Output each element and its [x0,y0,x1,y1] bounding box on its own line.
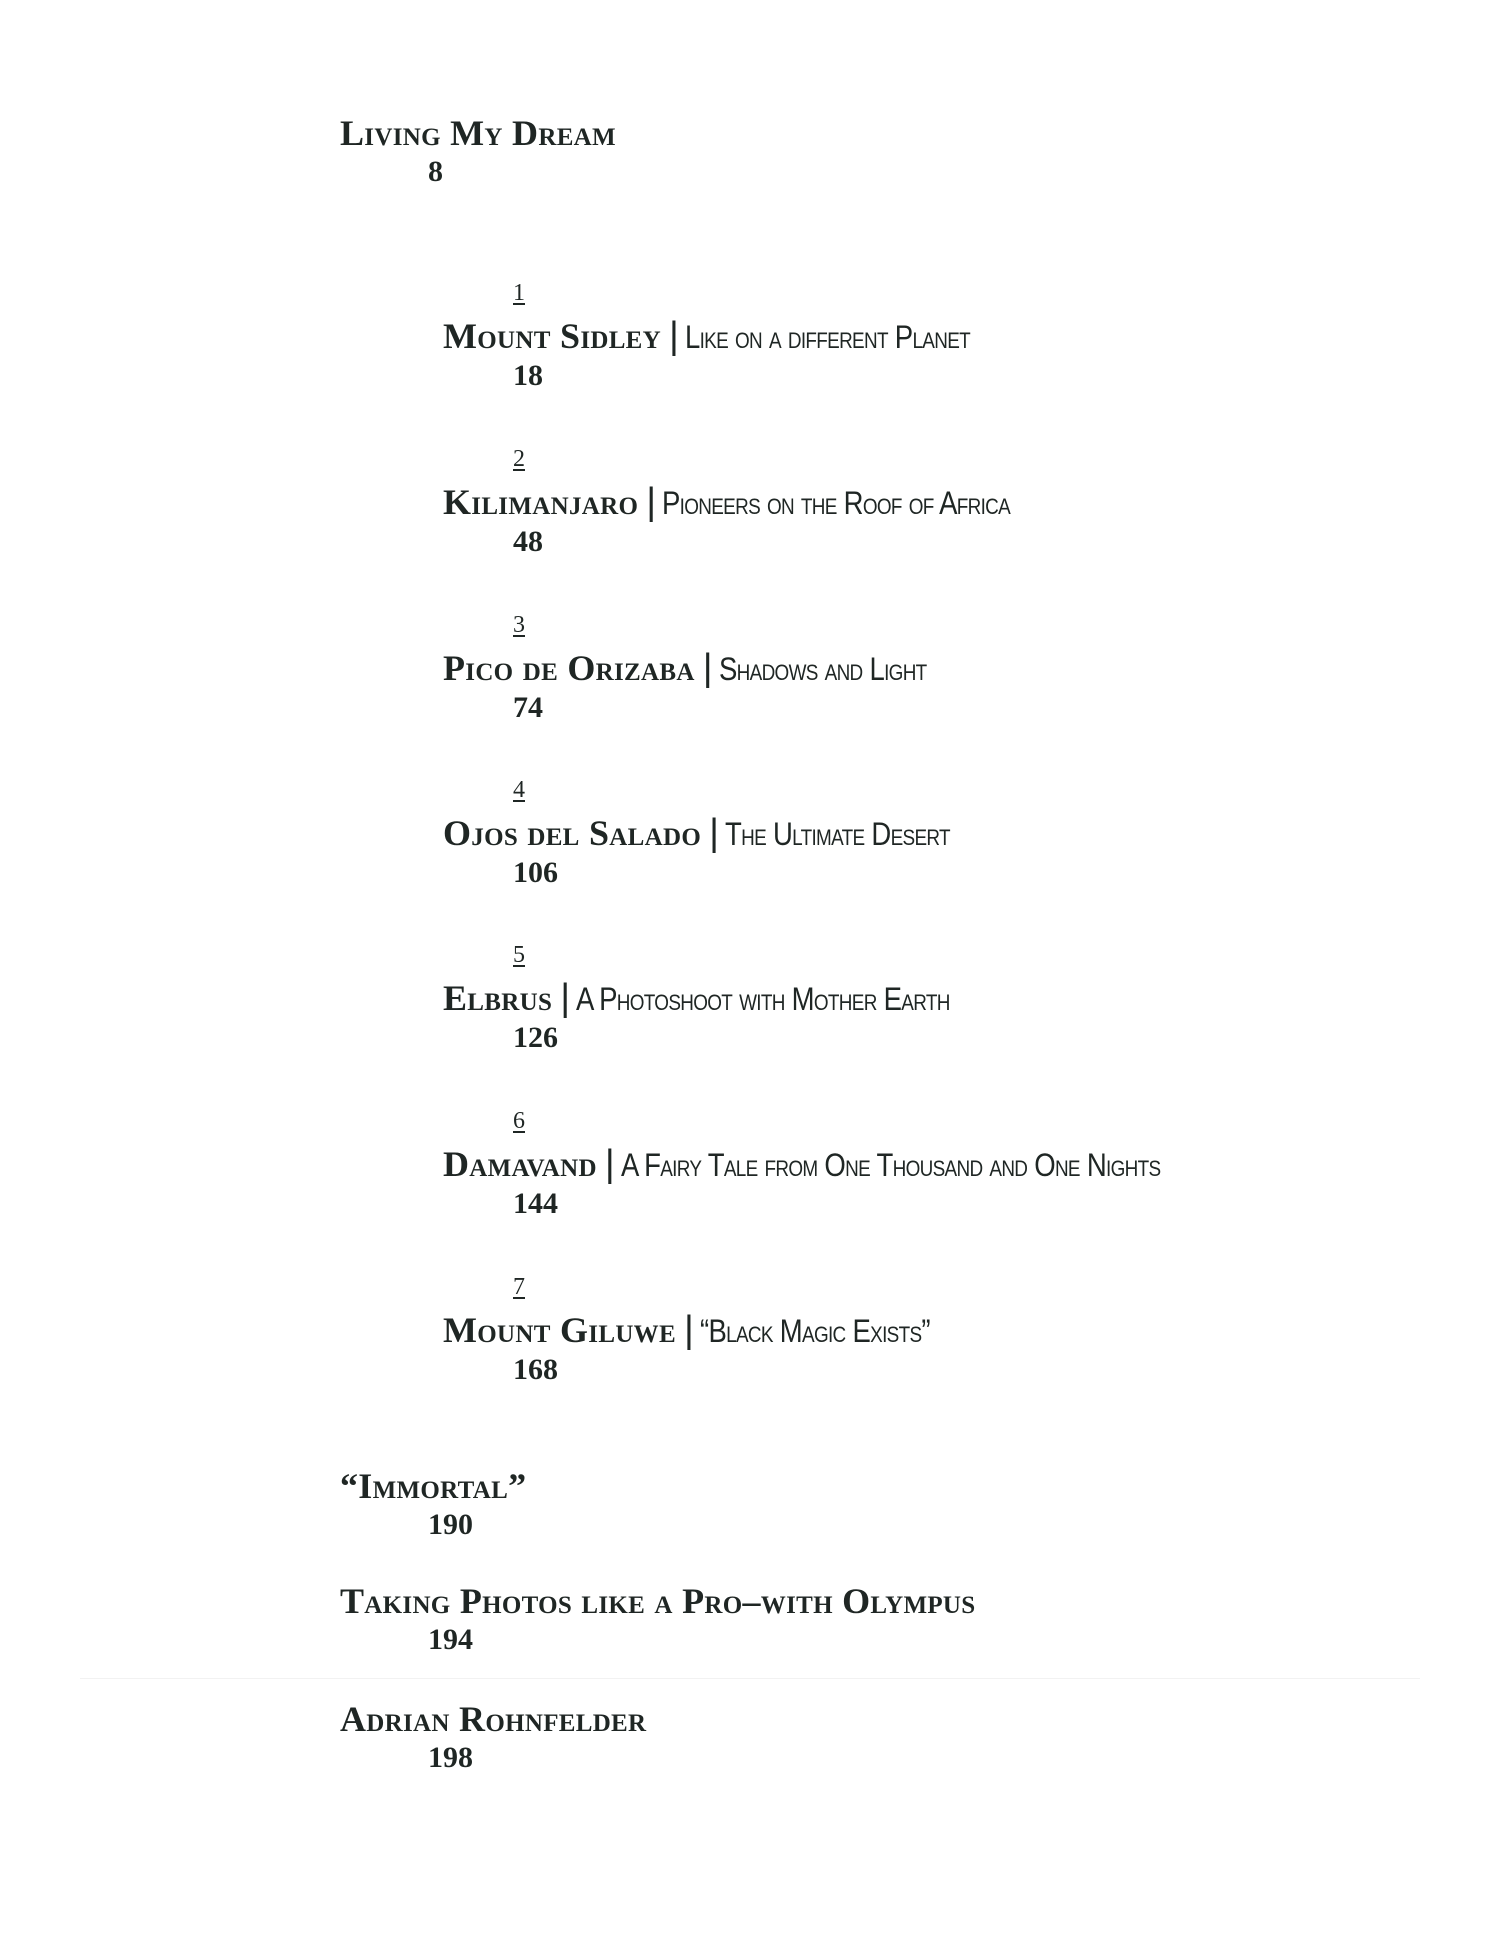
page-number: 48 [513,525,543,558]
page-number: 168 [513,1353,558,1386]
chapter-title-line [443,316,1017,357]
entry-title: “Immortal” [340,1466,527,1506]
toc-chapter-6 [443,1108,1248,1221]
toc-chapter-3 [443,612,960,725]
entry-title: Taking Photos like a Pro–with Olympus [340,1581,976,1621]
entry-title: Living My Dream [340,113,616,153]
title-separator: | [560,977,571,1019]
chapter-title: Kilimanjaro [443,482,639,522]
chapter-title-line [443,813,987,854]
chapter-number: 3 [513,612,525,638]
toc-chapter-5 [443,942,1011,1055]
entry-title: Adrian Rohnfelder [340,1699,647,1739]
chapter-subtitle: A Fairy Tale from One Thousand and One Nights [621,1147,1161,1183]
chapter-title-line [443,482,1067,523]
chapter-title-line [443,648,960,689]
toc-entry-living-my-dream [340,113,616,189]
chapter-title: Elbrus [443,978,553,1018]
chapter-number: 7 [513,1274,525,1300]
chapter-title-line [443,1144,1248,1185]
toc-chapter-4 [443,777,987,890]
page-number: 126 [513,1021,558,1054]
chapter-subtitle: A Photoshoot with Mother Earth [576,981,951,1017]
chapter-subtitle: The Ultimate Desert [725,816,951,852]
page-number: 144 [513,1187,558,1220]
title-separator: | [646,481,657,523]
chapter-number: 2 [513,446,525,472]
scan-artifact-line [80,1678,1420,1679]
chapter-title-line [443,978,1011,1019]
chapter-number: 4 [513,777,525,803]
chapter-number: 1 [513,280,525,306]
chapter-number: 6 [513,1108,525,1134]
title-separator: | [669,315,680,357]
toc-entry-adrian-rohnfelder [340,1699,646,1775]
page-number: 18 [513,359,543,392]
page-number: 106 [513,856,558,889]
chapter-title: Mount Giluwe [443,1310,676,1350]
page-number: 190 [428,1508,473,1541]
chapter-subtitle: Like on a different Planet [685,319,971,355]
toc-chapter-2 [443,446,1067,559]
title-separator: | [702,647,713,689]
chapter-title: Pico de Orizaba [443,648,695,688]
chapter-number: 5 [513,942,525,968]
page-number: 194 [428,1623,473,1656]
page-number: 74 [513,691,543,724]
chapter-subtitle: Pioneers on the Roof of Africa [662,485,1011,521]
chapter-title: Damavand [443,1144,597,1184]
toc-chapter-7 [443,1274,967,1387]
page-number: 198 [428,1741,473,1774]
title-separator: | [604,1143,616,1185]
chapter-title-line [443,1310,967,1351]
chapter-title: Mount Sidley [443,316,662,356]
toc-entry-immortal [340,1466,526,1542]
chapter-title: Ojos del Salado [443,813,702,853]
chapter-subtitle: Shadows and Light [718,651,927,687]
title-separator: | [683,1309,695,1351]
toc-chapter-1 [443,280,1017,393]
chapter-subtitle: “Black Magic Exists” [700,1313,930,1349]
toc-entry-taking-photos [340,1581,975,1657]
title-separator: | [709,812,720,854]
page-number: 8 [428,155,443,188]
